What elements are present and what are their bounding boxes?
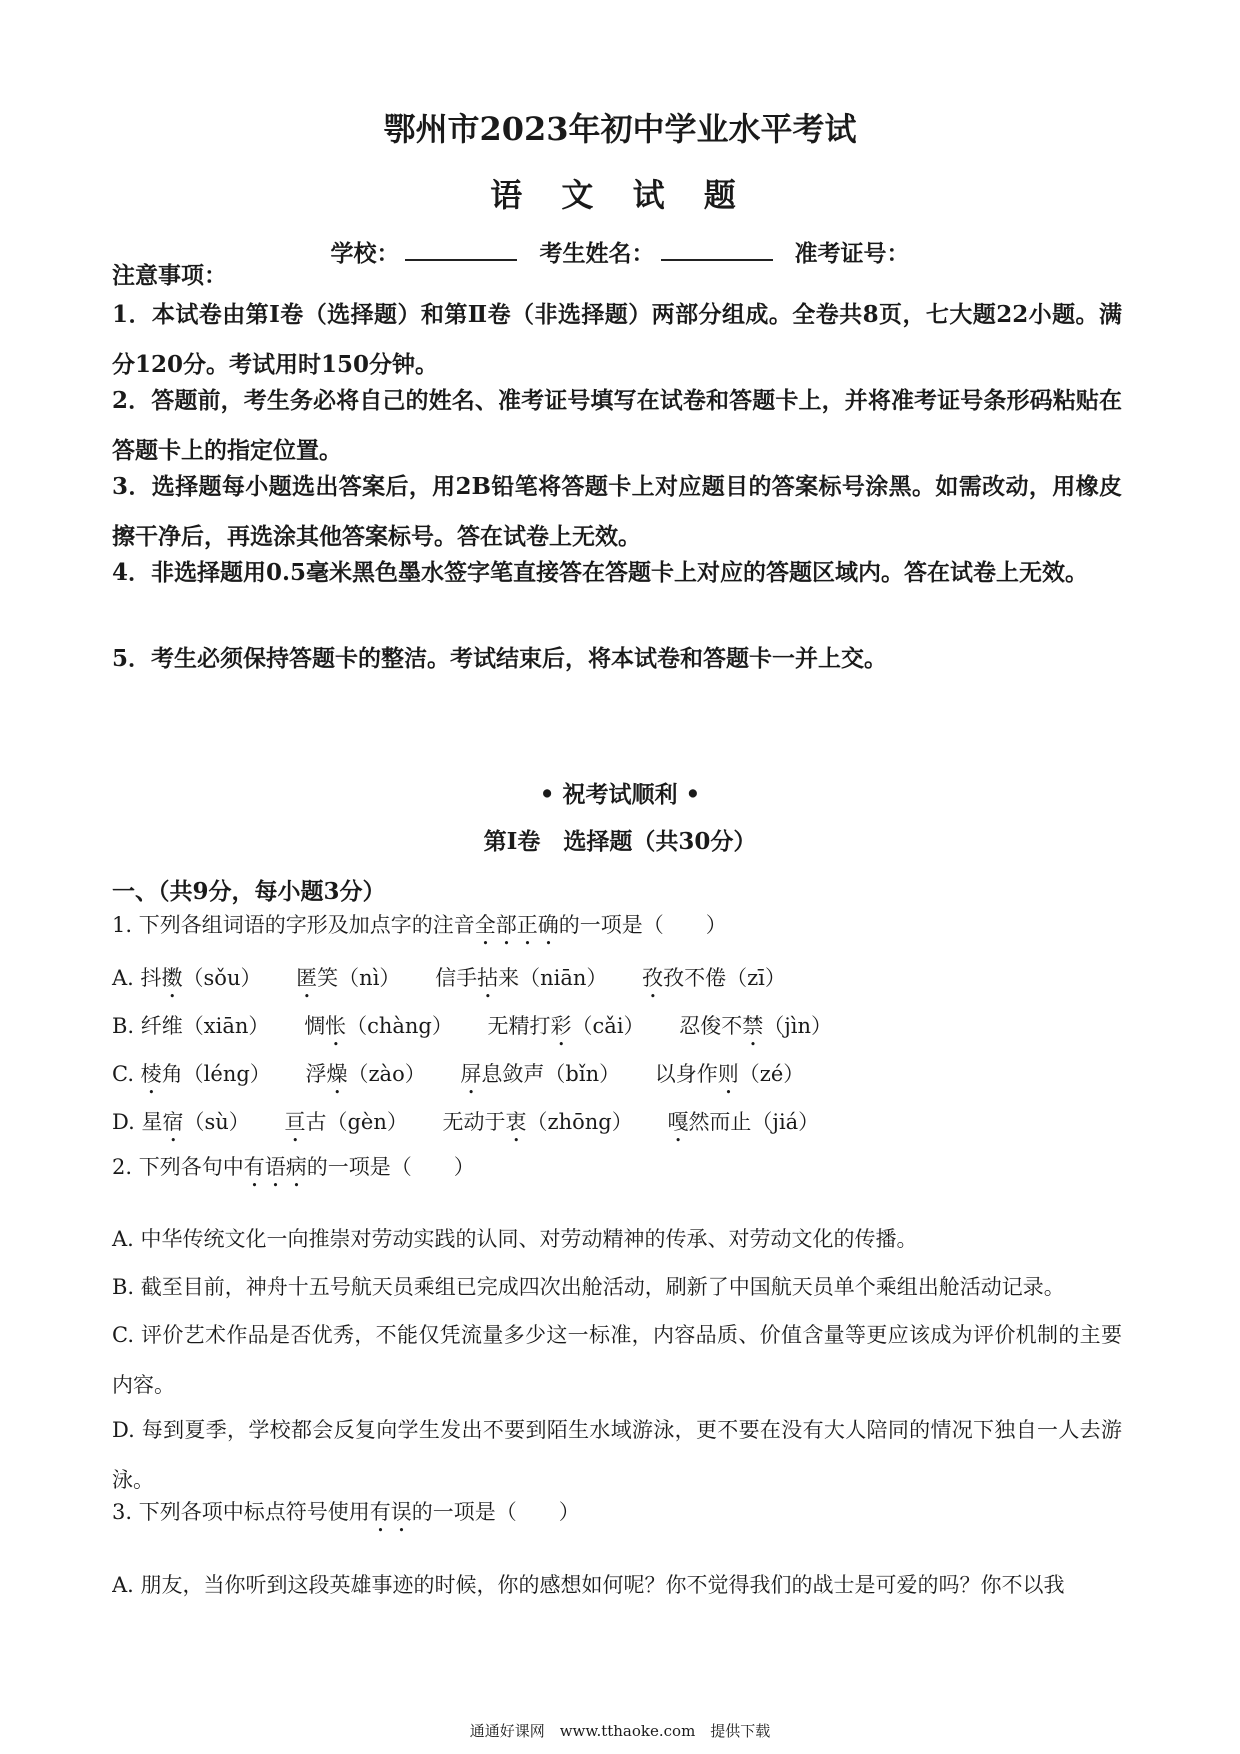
school-label: 学校：	[330, 240, 400, 267]
option-term: 嘎然而止（jiá）	[667, 1110, 820, 1134]
option-term: 浮燥（zào）	[305, 1062, 426, 1086]
option-term: 亘古（gèn）	[284, 1110, 408, 1134]
school-blank	[405, 237, 517, 261]
q1-option-a	[112, 962, 814, 1003]
option-term: D. 星宿（sù）	[112, 1110, 250, 1134]
option-term: B. 纤维（xiān）	[112, 1014, 270, 1038]
blessing-line: • 祝考试顺利 •	[539, 781, 701, 808]
q1-stem-text-end: 的一项是（ ）	[558, 913, 727, 937]
notes-heading: 注意事项：	[112, 262, 227, 289]
note-item-3: 3．选择题每小题选出答案后，用2B铅笔将答题卡上对应题目的答案标号涂黑。如需改动，用橡皮擦干净后，再选涂其他答案标号。答在试卷上无效。	[112, 473, 1122, 550]
option-term: 以身作则（zé）	[654, 1062, 805, 1086]
note-item-5: 5．考生必须保持答题卡的整洁。考试结束后，将本试卷和答题卡一并上交。	[112, 645, 888, 672]
question-2-stem	[112, 1142, 1122, 1192]
page-footer: 通通好课网 www.tthaoke.com 提供下载	[469, 1722, 771, 1740]
q2-option-d: D. 每到夏季，学校都会反复向学生发出不要到陌生水域游泳，更不要在没有大人陪同的情况下独自一人去游泳。	[112, 1418, 1122, 1492]
option-term: 匿笑（nì）	[296, 966, 401, 990]
option-term: 无动于衷（zhōng）	[442, 1110, 633, 1134]
option-term: 忍俊不禁（jìn）	[679, 1014, 832, 1038]
exam-title: 鄂州市2023年初中学业水平考试	[383, 110, 857, 148]
option-term: 无精打彩（cǎi）	[487, 1014, 645, 1038]
question-1-stem	[112, 900, 1122, 950]
name-label: 考生姓名：	[539, 240, 655, 267]
option-term: C. 棱角（léng）	[112, 1062, 271, 1086]
q3-option-a: A. 朋友，当你听到这段英雄事迹的时候，你的感想如何呢？你不觉得我们的战士是可爱的吗？你不以我	[112, 1573, 1065, 1597]
q2-option-b: B. 截至目前，神舟十五号航天员乘组已完成四次出舱活动，刷新了中国航天员单个乘组出舱活动记录。	[112, 1275, 1065, 1299]
note-item-1: 1．本试卷由第Ⅰ卷（选择题）和第Ⅱ卷（非选择题）两部分组成。全卷共8页，七大题22小题。满分120分。考试用时150分钟。	[112, 301, 1122, 378]
q1-option-b	[112, 1010, 860, 1051]
q1-stem-text: 1. 下列各组词语的字形及加点字的注音	[112, 913, 475, 937]
q2-stem-text-end: 的一项是（ ）	[306, 1155, 475, 1179]
q2-option-a: A. 中华传统文化一向推崇对劳动实践的认同、对劳动精神的传承、对劳动文化的传播。	[112, 1227, 918, 1251]
id-label: 准考证号：	[794, 240, 910, 267]
exam-subtitle: 语 文 试 题	[490, 176, 750, 214]
q3-stem-text-end: 的一项是（ ）	[411, 1500, 580, 1524]
q2-stem-emphasis: 有语病	[243, 1155, 307, 1179]
q2-option-c: C. 评价艺术作品是否优秀，不能仅凭流量多少这一标准，内容品质、价值含量等更应该成为评价机制的主要内容。	[112, 1323, 1122, 1397]
q1-stem-emphasis: 全部正确	[474, 913, 559, 937]
note-item-4: 4．非选择题用0.5毫米黑色墨水签字笔直接答在答题卡上对应的答题区域内。答在试卷上无效。	[112, 559, 1089, 586]
option-term: 惆怅（chàng）	[304, 1014, 453, 1038]
q1-option-c	[112, 1058, 832, 1099]
option-term: 孜孜不倦（zī）	[642, 966, 786, 990]
option-term: A. 抖擞（sǒu）	[112, 966, 262, 990]
section-title: 一、（共9分，每小题3分）	[112, 878, 386, 905]
name-blank	[661, 237, 773, 261]
q3-stem-text: 3. 下列各项中标点符号使用	[112, 1500, 370, 1524]
question-3-stem	[112, 1487, 1122, 1537]
part-title: 第Ⅰ卷 选择题（共30分）	[483, 828, 757, 855]
option-term: 屏息敛声（bǐn）	[460, 1062, 621, 1086]
note-item-2: 2．答题前，考生务必将自己的姓名、准考证号填写在试卷和答题卡上，并将准考证号条形码粘贴在答题卡上的指定位置。	[112, 387, 1122, 464]
q3-stem-emphasis: 有误	[369, 1500, 412, 1524]
q2-stem-text: 2. 下列各句中	[112, 1155, 244, 1179]
q1-option-d	[112, 1106, 847, 1147]
option-term: 信手拈来（niān）	[435, 966, 608, 990]
